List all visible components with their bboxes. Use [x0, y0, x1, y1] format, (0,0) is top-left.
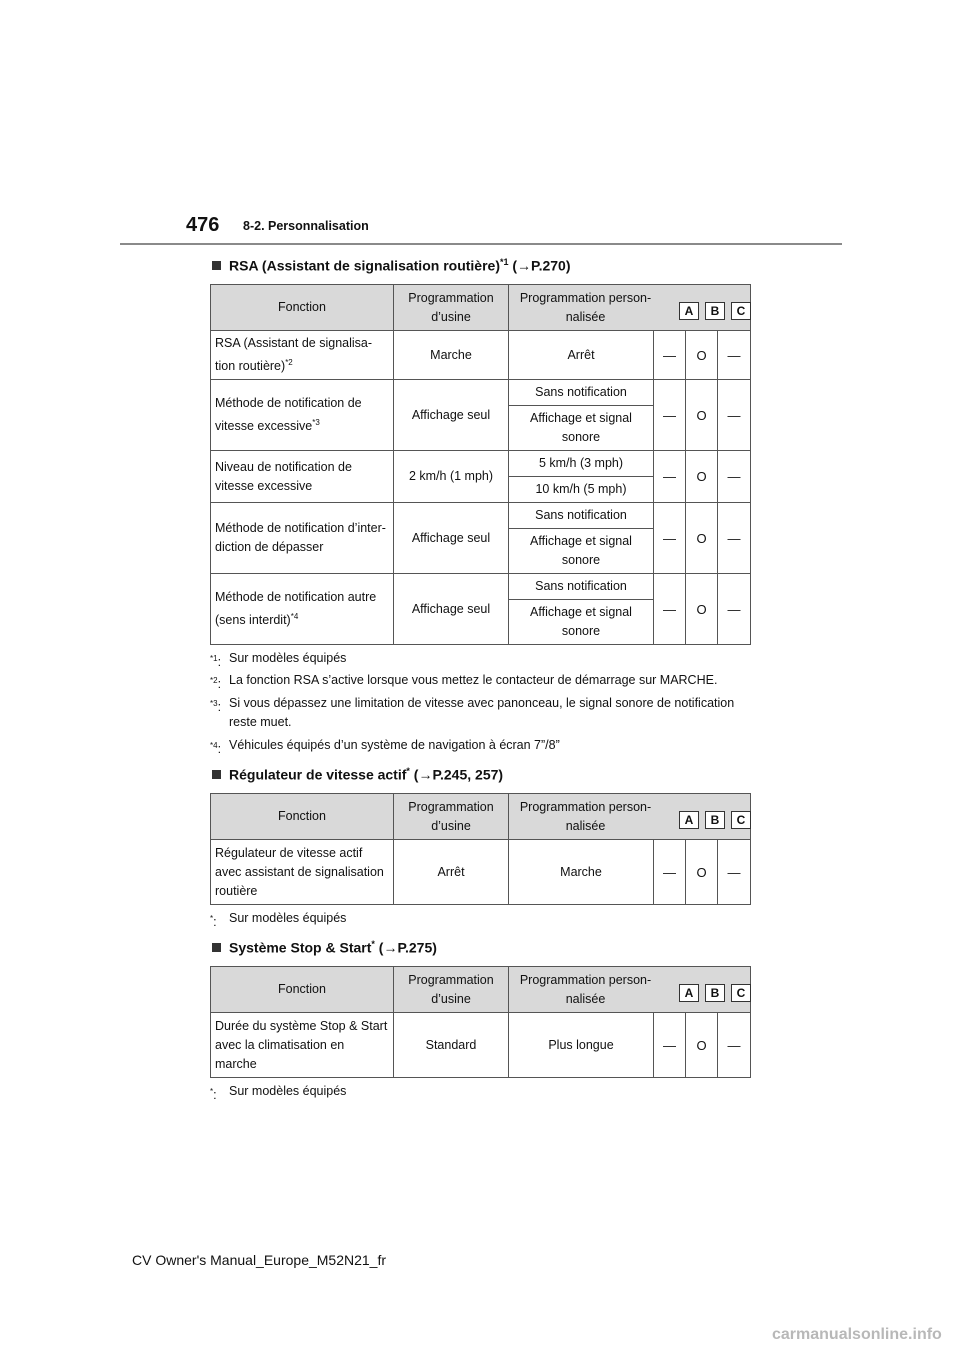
row-option: Sans notification — [509, 380, 654, 406]
cell-c: — — [718, 840, 751, 905]
row-function: Durée du système Stop & Start avec la climatisation en marche — [211, 1013, 394, 1078]
square-bullet-icon — [212, 943, 221, 952]
row-factory: Affichage seul — [394, 380, 509, 451]
cell-b: O — [686, 1013, 718, 1078]
header-custom: Programmation person- nalisée A B C — [509, 794, 751, 840]
cell-b: O — [686, 451, 718, 503]
footnote: *: Sur modèles équipés — [210, 1084, 347, 1103]
row-factory: Standard — [394, 1013, 509, 1078]
header-factory: Programmation d’usine — [394, 285, 509, 331]
header-factory: Programmation d’usine — [394, 794, 509, 840]
rsa-table — [210, 284, 751, 645]
header-custom: Programmation person- nalisée A B C — [509, 285, 751, 331]
footnote: $^{*4}$: Véhicules équipés d’un système de navigation à écran 7”/8” — [210, 738, 560, 757]
table-row — [211, 331, 751, 380]
header-custom: Programmation person- nalisée A B C — [509, 967, 751, 1013]
row-option: Sans notification — [509, 503, 654, 529]
header-rule — [120, 243, 842, 245]
row-function: Niveau de notification de vitesse excessive — [211, 451, 394, 503]
row-factory: 2 km/h (1 mph) — [394, 451, 509, 503]
table-header-row — [211, 967, 751, 1013]
header-function: Fonction — [211, 285, 394, 331]
cell-c: — — [718, 1013, 751, 1078]
square-bullet-icon — [212, 770, 221, 779]
cell-a: — — [654, 574, 686, 645]
header-function: Fonction — [211, 794, 394, 840]
cell-a: — — [654, 840, 686, 905]
section-heading-stop-start: Système Stop & Start* (→P.275) — [212, 939, 437, 956]
row-factory: Affichage seul — [394, 574, 509, 645]
footnote: $^{*3}$: Si vous dépassez une limitation de vitesse avec panonceau, le signal sonore de notification reste muet. — [210, 696, 735, 729]
footnote: $^{*2}$: La fonction RSA s’active lorsque vous mettez le contacteur de démarrage sur MARCHE. — [210, 673, 718, 692]
row-option: Affichage et signal sonore — [509, 529, 654, 574]
row-factory: Affichage seul — [394, 503, 509, 574]
cell-b: O — [686, 840, 718, 905]
manual-footer: CV Owner's Manual_Europe_M52N21_fr — [132, 1252, 387, 1268]
cell-a: — — [654, 1013, 686, 1078]
table-row — [211, 380, 751, 406]
row-function: Méthode de notification d’inter- diction de dépasser — [211, 503, 394, 574]
table-row — [211, 451, 751, 477]
row-option: Affichage et signal sonore — [509, 600, 654, 645]
page-number: 476 — [186, 214, 220, 236]
cell-c: — — [718, 331, 751, 380]
row-option: Plus longue — [509, 1013, 654, 1078]
cell-c: — — [718, 380, 751, 451]
footnote: *: Sur modèles équipés — [210, 911, 347, 930]
section-label: 8-2. Personnalisation — [243, 219, 369, 233]
cell-c: — — [718, 451, 751, 503]
header-factory: Programmation d’usine — [394, 967, 509, 1013]
cell-a: — — [654, 331, 686, 380]
watermark: carmanualsonline.info — [772, 1326, 942, 1343]
header-function: Fonction — [211, 967, 394, 1013]
cell-a: — — [654, 451, 686, 503]
cell-c: — — [718, 503, 751, 574]
section-heading-cruise: Régulateur de vitesse actif* (→P.245, 257) — [212, 766, 503, 783]
cell-b: O — [686, 574, 718, 645]
row-function: Méthode de notification de vitesse excessive$^{*3}$ — [211, 380, 394, 451]
row-function: Méthode de notification autre (sens interdit)$^{*4}$ — [211, 574, 394, 645]
square-bullet-icon — [212, 261, 221, 270]
table-row — [211, 503, 751, 529]
abc-labels: A B C — [679, 984, 751, 1002]
row-factory: Arrêt — [394, 840, 509, 905]
row-function: Régulateur de vitesse actif avec assistant de signalisation routière — [211, 840, 394, 905]
table-row — [211, 574, 751, 600]
abc-labels: A B C — [679, 302, 751, 320]
row-factory: Marche — [394, 331, 509, 380]
row-option: Marche — [509, 840, 654, 905]
stop-start-table — [210, 966, 751, 1078]
row-option: 5 km/h (3 mph) — [509, 451, 654, 477]
cruise-table — [210, 793, 751, 905]
cell-c: — — [718, 574, 751, 645]
row-option: Affichage et signal sonore — [509, 406, 654, 451]
cell-b: O — [686, 331, 718, 380]
table-header-row — [211, 794, 751, 840]
cell-a: — — [654, 380, 686, 451]
row-option: Sans notification — [509, 574, 654, 600]
table-row — [211, 1013, 751, 1078]
section-heading-rsa: RSA (Assistant de signalisation routière)$^{*1}$ (→P.270) — [212, 257, 571, 274]
table-row — [211, 840, 751, 905]
row-option: Arrêt — [509, 331, 654, 380]
abc-labels: A B C — [679, 811, 751, 829]
cell-a: — — [654, 503, 686, 574]
cell-b: O — [686, 380, 718, 451]
row-function: RSA (Assistant de signalisa- tion routière)$^{*2}$ — [211, 331, 394, 380]
row-option: 10 km/h (5 mph) — [509, 477, 654, 503]
cell-b: O — [686, 503, 718, 574]
footnote: $^{*1}$: Sur modèles équipés — [210, 651, 347, 670]
table-header-row — [211, 285, 751, 331]
